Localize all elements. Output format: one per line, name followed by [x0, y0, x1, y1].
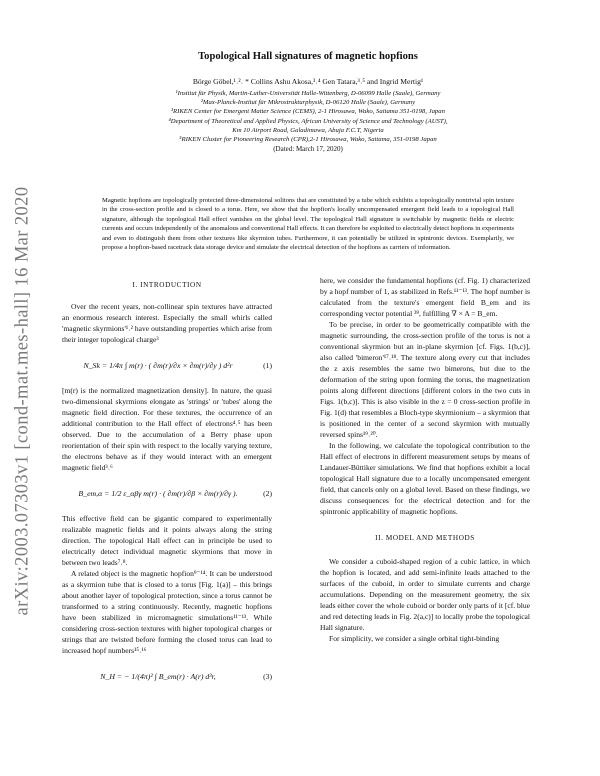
author-list: Börge Göbel,¹˒²˒ * Collins Ashu Akosa,³˒⁴ Gen Tatara,³˒⁵ and Ingrid Mertig¹	[192, 77, 424, 86]
affiliation-3: ³RIKEN Center for Emergent Matter Science (CEMS), 2-1 Hirosawa, Wako, Saitama 351-0198, Japan	[171, 108, 445, 116]
paper-header	[84, 50, 532, 154]
equation-3	[62, 663, 272, 689]
paragraph: This effective field can be gigantic compared to experimentally realizable magnetic fields and it points always along the string direction. The topological Hall effect can in principle be used to electrically detect individual magnetic skyrmions that move in between two leads⁷˒⁸.	[62, 514, 272, 567]
paper-title: Topological Hall signatures of magnetic hopfions	[198, 51, 418, 62]
affiliation-list	[84, 89, 532, 144]
abstract: Magnetic hopfions are topologically protected three-dimensional solitons that are constituted by a tube which exhibits a topologically nontrivial spin texture in the cross-section profile and is closed to a torus. Here, we show that the hopfion's locally uncompensated emergent field leads to a topological Hall signature, although the topological Hall effect vanishes on the global level. The topological Hall signature is switchable by magnetic fields or electric currents and occurs independently of the anomalous and conventional Hall effects. It can therefore be exploited to electrically detect hopfions in experiments and even to distinguish them from other textures like skyrmion tubes. Furthermore, it can potentially be utilized in spintronic devices. Exemplarily, we propose a hopfion-based racetrack data storage device and simulate the electrical detection of the hopfions as carriers of information.	[102, 197, 514, 252]
right-column	[320, 275, 530, 644]
affiliation-2: ²Max-Planck-Institut für Mikrostrukturphysik, D-06120 Halle (Saale), Germany	[200, 99, 416, 107]
equation-number: (3)	[263, 671, 272, 681]
equation-2	[62, 480, 272, 506]
paragraph: A related object is the magnetic hopfion⁹⁻¹⁴. It can be understood as a skyrmion tube that is closed to a torus [Fig. 1(a)] – this brings about another layer of topological protection, since a torus cannot be transformed to a string continuously. Recently, magnetic hopfions have been stabilized in micromagnetic simulations¹¹⁻¹³. While considering cross-section textures with higher topological charges or strings that are twisted before forming the closed torus can lead to increased hopf numbers¹⁵˒¹⁶	[62, 569, 272, 655]
dated-line: (Dated: March 17, 2020)	[273, 145, 343, 154]
left-column	[62, 280, 272, 696]
affiliation-1: ¹Institut für Physik, Martin-Luther-Universität Halle-Wittenberg, D-06099 Halle (Saale), Germany	[175, 90, 441, 97]
equation-number: (2)	[263, 488, 272, 498]
paragraph: Over the recent years, non-collinear spin textures have attracted an enormous research interest. Especially the small whirls called 'magnetic skyrmions'¹˒² have outstanding properties which arise from their integer topological charge³	[62, 302, 272, 344]
equation-number: (1)	[263, 360, 272, 370]
affiliation-4: ⁴Department of Theoretical and Applied Physics, African University of Science and Technology (AUST),	[168, 117, 448, 125]
equation-body: B_em,α = 1/2 ε_αβγ m(r) · ( ∂m(r)/∂β × ∂m(r)/∂γ ).	[78, 488, 238, 498]
paragraph: We consider a cuboid-shaped region of a cubic lattice, in which the hopfion is located, and add semi-infinite leads attached to the surfaces of the cuboid, in order to simulate currents and charge accumulations. Depending on the measurement geometry, the six leads either cover the whole cuboid or border only parts of it [cf. blue and red detecting leads in Fig. 2(a,c)] to locally probe the topological Hall signature.	[320, 557, 530, 632]
equation-1	[62, 352, 272, 378]
equation-body: N_H = − 1/(4π)² ∫ B_em(r) · A(r) d³r,	[100, 671, 216, 681]
affiliation-5: ⁵RIKEN Cluster for Pioneering Research (CPR),2-1 Hirosawa, Wako, Saitama, 351-0198 Japan	[179, 136, 437, 144]
paragraph: For simplicity, we consider a single orbital tight-binding	[329, 634, 500, 643]
section-heading-model-and-methods: II. MODEL AND METHODS	[375, 534, 475, 542]
arxiv-identifier[interactable]: arXiv:2003.07303v1 [cond-mat.mes-hall] 16 Mar 2020	[12, 186, 33, 616]
paragraph: In the following, we calculate the topological contribution to the Hall effect of electrons in different measurement setups by means of Landauer-Büttiker simulations. We find that hopfions exhibit a local topological Hall signature due to a locally uncompensated emergent field, that cancels only on a global level. Based on these findings, we discuss consequences for the electrical detection and for the spintronic applicability of magnetic hopfions.	[320, 441, 530, 516]
equation-body: N_Sk = 1/4π ∫ m(r) · ( ∂m(r)/∂x × ∂m(r)/∂y ) d²r	[83, 360, 233, 370]
affiliation-4-cont: Km 10 Airport Road, Galadimawa, Abuja F.C.T, Nigeria	[232, 126, 384, 134]
arxiv-stamp	[8, 126, 38, 676]
paragraph: [m(r) is the normalized magnetization density]. In nature, the quasi two-dimensional skyrmions elongate as 'strings' or 'tubes' along the magnetic field direction. For these textures, the occurrence of an additional contribution to the Hall effect of electrons⁴˒⁵ has been observed. Due to the accumulation of a Berry phase upon reorientation of their spin with respect to the locally varying texture, the electrons behave as if they would interact with an emergent magnetic field³˒⁶	[62, 386, 272, 472]
section-heading-introduction: I. INTRODUCTION	[132, 281, 202, 289]
paragraph: To be precise, in order to be geometrically compatible with the magnetic surrounding, the cross-section profile of the torus is not a conventional skyrmion but an in-plane skyrmion [cf. Figs. 1(b,c)], also called 'bimeron'¹⁷˒¹⁸. The texture along every cut that includes the z axis resembles the same two bimerons, but due to the deformation of the string upon forming the torus, the magnetization points along different directions [different colors in the two cuts in Figs. 1(b,c)]. This is also visible in the z = 0 cross-section profile in Fig. 1(d) that resembles a Bloch-type skyrmionium – a skyrmion that is positioned in the center of a second skyrmion with mutually reversed spins¹⁹˒²⁰.	[320, 320, 530, 439]
paragraph: here, we consider the fundamental hopfions (cf. Fig. 1) characterized by a hopf number of 1, as stabilized in Refs.¹¹⁻¹³. The hopf number is calculated from the texture's emergent field B_em and its corresponding vector potential ³⁹, fulfilling ∇ × A = B_em.	[320, 276, 530, 318]
